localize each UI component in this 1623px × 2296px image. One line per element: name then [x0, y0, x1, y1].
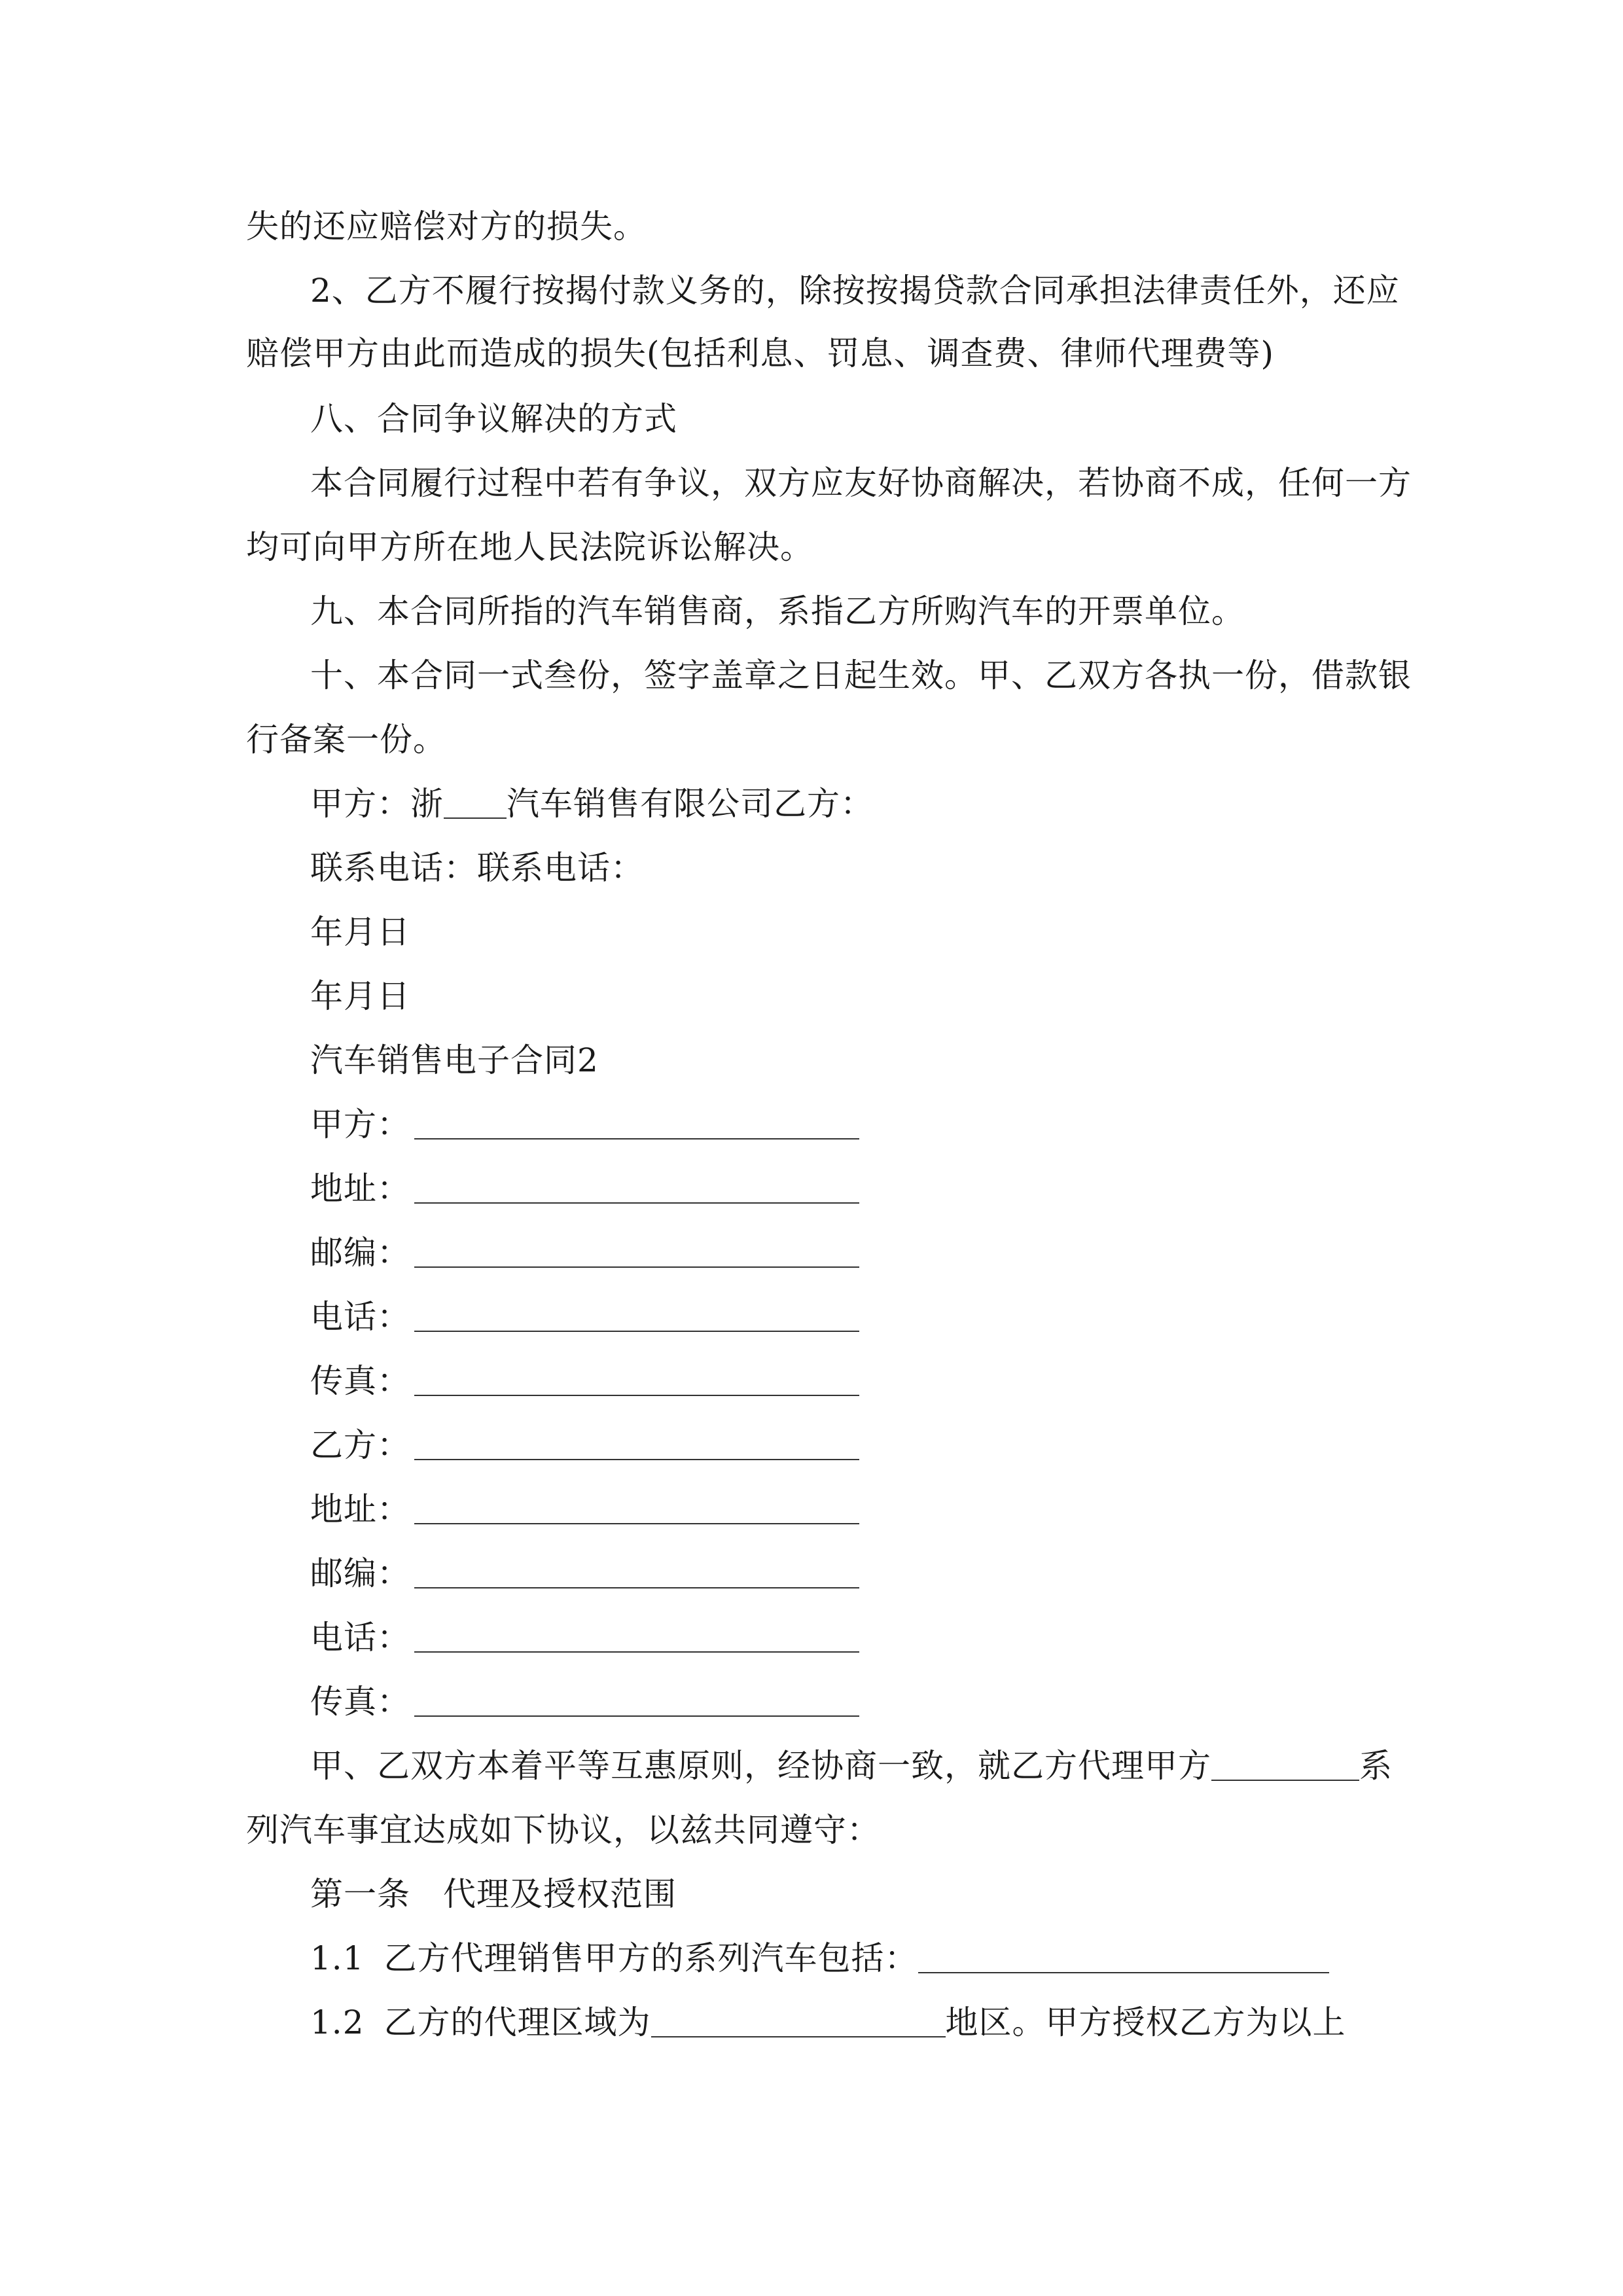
field-label: 电话：	[310, 1298, 410, 1336]
paragraph-line: 2、乙方不履行按揭付款义务的，除按按揭贷款合同承担法律责任外，还应	[310, 272, 1400, 310]
article-number: 第一条	[310, 1875, 410, 1913]
field-label: 地址：	[310, 1490, 410, 1528]
signature-phone-line: 联系电话：联系电话：	[310, 849, 644, 887]
field-label: 甲方：	[310, 1105, 410, 1143]
field-label: 乙方：	[310, 1426, 410, 1464]
field-label: 地址：	[310, 1170, 410, 1208]
party-b-address-field[interactable]	[414, 1494, 859, 1524]
field-label: 传真：	[310, 1362, 410, 1400]
form-field-row	[310, 1169, 859, 1208]
field-label: 邮编：	[310, 1234, 410, 1272]
clause-text: 地区。甲方授权乙方为以上	[945, 2003, 1346, 2041]
paragraph-line: 列汽车事宜达成如下协议，以兹共同遵守：	[246, 1811, 880, 1849]
form-field-row	[310, 1618, 859, 1657]
field-label: 邮编：	[310, 1554, 410, 1592]
party-b-postcode-field[interactable]	[414, 1558, 859, 1588]
paragraph-line: 均可向甲方所在地人民法院诉讼解决。	[246, 528, 813, 566]
signature-date: 年月日	[310, 977, 410, 1015]
paragraph-line: 失的还应赔偿对方的损失。	[246, 207, 647, 245]
form-field-row	[310, 1105, 859, 1144]
section-heading: 八、合同争议解决的方式	[310, 400, 677, 438]
company-name-blank[interactable]	[444, 789, 507, 819]
article-heading	[310, 1874, 677, 1914]
field-label: 电话：	[310, 1619, 410, 1657]
signature-party-line	[310, 784, 874, 823]
form-field-row	[310, 1682, 859, 1721]
intro-text: 系	[1359, 1747, 1393, 1785]
contract-title: 汽车销售电子合同2	[310, 1041, 599, 1079]
party-b-name-field[interactable]	[414, 1430, 859, 1460]
party-a-address-field[interactable]	[414, 1174, 859, 1204]
models-blank[interactable]	[918, 1943, 1329, 1973]
party-a-name-field[interactable]	[414, 1109, 859, 1139]
clause-number: 1.2	[310, 2003, 365, 2041]
article-title: 代理及授权范围	[443, 1875, 677, 1913]
party-a-fax-field[interactable]	[414, 1366, 859, 1396]
paragraph-line: 赔偿甲方由此而造成的损失(包括利息、罚息、调查费、律师代理费等)	[246, 334, 1275, 372]
series-blank[interactable]	[1211, 1751, 1359, 1781]
party-a-phone-field[interactable]	[414, 1302, 859, 1332]
party-b-fax-field[interactable]	[414, 1687, 859, 1717]
party-a-prefix: 甲方：浙	[310, 785, 444, 823]
clause-row	[310, 2003, 1346, 2042]
form-field-row	[310, 1426, 859, 1465]
clause-row	[310, 1939, 1329, 1978]
intro-text: 甲、乙双方本着平等互惠原则，经协商一致，就乙方代理甲方	[310, 1747, 1211, 1785]
clause-text: 乙方的代理区域为	[383, 2003, 651, 2041]
paragraph-line	[310, 1746, 1393, 1785]
paragraph-line: 本合同履行过程中若有争议，双方应友好协商解决，若协商不成，任何一方	[310, 464, 1412, 502]
form-field-row	[310, 1490, 859, 1529]
signature-date: 年月日	[310, 913, 410, 951]
paragraph-line: 行备案一份。	[246, 721, 446, 759]
party-a-suffix: 汽车销售有限公司乙方：	[507, 785, 874, 823]
clause-number: 1.1	[310, 1939, 365, 1977]
clause-text: 乙方代理销售甲方的系列汽车包括：	[383, 1939, 918, 1977]
form-field-row	[310, 1554, 859, 1593]
party-b-phone-field[interactable]	[414, 1623, 859, 1653]
form-field-row	[310, 1233, 859, 1272]
paragraph-line: 十、本合同一式叁份，签字盖章之日起生效。甲、乙双方各执一份，借款银	[310, 656, 1412, 694]
region-blank[interactable]	[651, 2007, 946, 2037]
party-a-postcode-field[interactable]	[414, 1238, 859, 1268]
form-field-row	[310, 1297, 859, 1336]
field-label: 传真：	[310, 1683, 410, 1721]
form-field-row	[310, 1361, 859, 1401]
paragraph-line: 九、本合同所指的汽车销售商，系指乙方所购汽车的开票单位。	[310, 592, 1245, 630]
